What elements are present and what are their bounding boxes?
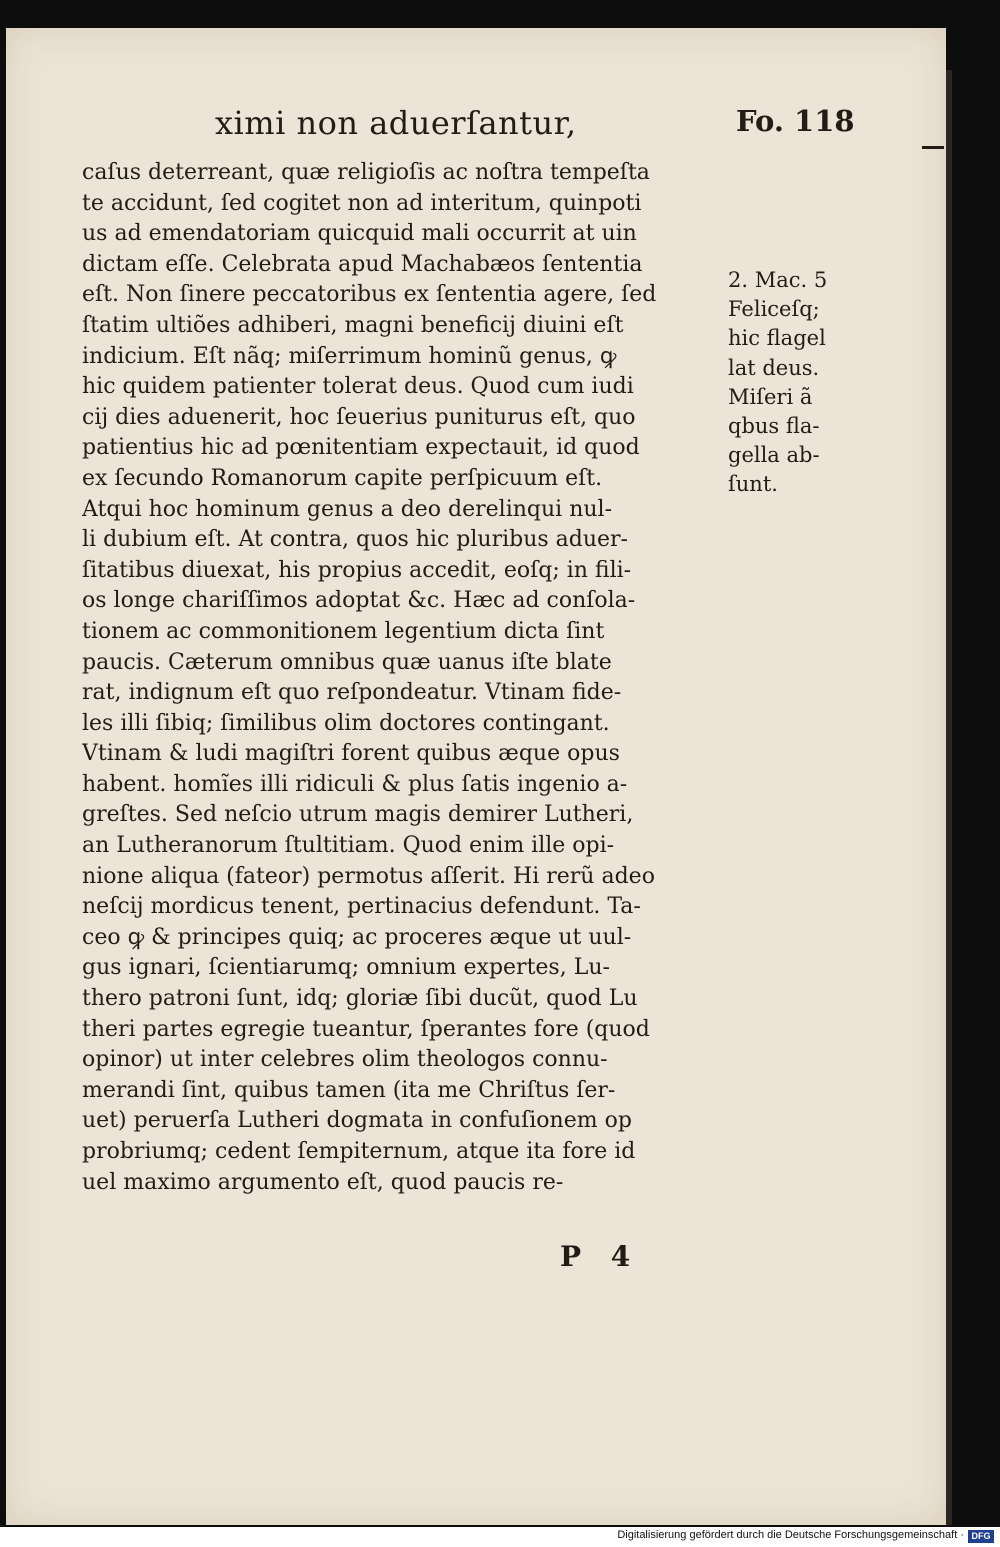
- text-line: nione aliqua (fateor) permotus aſſerit. Hi rerũ adeo: [82, 863, 655, 889]
- text-line: tionem ac commonitionem legentium dicta ſint: [82, 618, 605, 644]
- text-line: rat, indignum eſt quo reſpondeatur. Vtinam fide-: [82, 680, 622, 706]
- text-line: us ad emendatoriam quicquid mali occurrit at uin: [82, 221, 637, 247]
- dfg-logo-icon: DFG: [968, 1530, 994, 1543]
- text-line: gus ignari, ſcientiarumq; omnium expertes, Lu-: [82, 955, 610, 981]
- text-line: greſtes. Sed neſcio utrum magis demirer Lutheri,: [82, 802, 634, 828]
- text-line: eſt. Non ſinere peccatoribus ex ſententia agere, ſed: [82, 282, 657, 308]
- margin-note-line: qbus fla-: [728, 413, 820, 438]
- text-line: paucis. Cæterum omnibus quæ uanus iſte blate: [82, 649, 612, 675]
- margin-notes: [728, 266, 858, 500]
- funding-credit: Digitalisierung gefördert durch die Deutsche Forschungsgemeinschaft ·: [617, 1529, 964, 1541]
- text-line: Atqui hoc hominum genus a deo derelinqui nul-: [82, 496, 612, 522]
- text-line: theri partes egregie tueantur, ſperantes fore (quod: [82, 1016, 650, 1042]
- text-line: dictam eſſe. Celebrata apud Machabæos ſententia: [82, 251, 643, 277]
- margin-note-line: Feliceſq;: [728, 297, 820, 322]
- edge-tick-mark: [922, 146, 944, 149]
- text-line: opinor) ut inter celebres olim theologos connu-: [82, 1047, 608, 1073]
- margin-note-line: 2. Mac. 5: [728, 268, 828, 292]
- text-line: te accidunt, ſed cogitet non ad interitum, quinpoti: [82, 190, 642, 216]
- page-edge: [946, 70, 952, 1525]
- text-line: patientius hic ad pœnitentiam expectauit, id quod: [82, 435, 640, 461]
- text-line: Vtinam & ludi magiſtri forent quibus æque opus: [82, 741, 620, 767]
- running-head: ximi non aduerſantur,: [215, 104, 577, 142]
- credit-bar: [0, 1527, 1000, 1547]
- text-line: os longe chariſſimos adoptat &c. Hæc ad conſola-: [82, 588, 636, 614]
- text-line: hic quidem patienter tolerat deus. Quod cum iudi: [82, 374, 634, 400]
- main-text-block: [82, 158, 718, 1198]
- text-line: neſcij mordicus tenent, pertinacius defendunt. Ta-: [82, 894, 641, 920]
- text-line: ex ſecundo Romanorum capite perſpicuum eſt.: [82, 465, 603, 491]
- text-line: caſus deterreant, quæ religioſis ac noſtra tempeſta: [82, 160, 650, 185]
- text-line: li dubium eſt. At contra, quos hic pluribus aduer-: [82, 527, 628, 553]
- text-line: ſitatibus diuexat, his propius accedit, eoſq; in fili-: [82, 557, 632, 583]
- text-line: an Lutheranorum ſtultitiam. Quod enim ille opi-: [82, 833, 615, 859]
- margin-note-line: ſunt.: [728, 472, 778, 497]
- signature-mark: P 4: [560, 1240, 641, 1273]
- text-line: les illi ſibiq; ſimilibus olim doctores contingant.: [82, 710, 610, 736]
- text-line: probriumq; cedent ſempiternum, atque ita fore id: [82, 1139, 636, 1164]
- text-line: ceo ꝙ & principes quiq; ac proceres æque ut uul-: [82, 924, 632, 950]
- margin-note-line: lat deus.: [728, 355, 820, 380]
- text-line: indicium. Eſt nãq; miſerrimum hominũ genus, ꝙ: [82, 343, 617, 369]
- folio-number: Fo. 118: [736, 104, 855, 138]
- text-line: uel maximo argumento eſt, quod paucis re-: [82, 1169, 564, 1195]
- text-line: cij dies aduenerit, hoc ſeuerius puniturus eſt, quo: [82, 404, 636, 430]
- text-line: thero patroni ſunt, idq; gloriæ ſibi ducũt, quod Lu: [82, 986, 638, 1012]
- margin-note-line: hic flagel: [728, 326, 826, 351]
- margin-note-line: Miſeri ã: [728, 384, 813, 409]
- margin-note-line: gella ab-: [728, 443, 820, 468]
- text-line: ſtatim ultiões adhiberi, magni beneficij diuini eſt: [82, 312, 624, 338]
- text-line: merandi ſint, quibus tamen (ita me Chriſtus ſer-: [82, 1077, 616, 1103]
- text-line: uet) peruerſa Lutheri dogmata in confuſionem op: [82, 1108, 632, 1134]
- text-line: habent. homĩes illi ridiculi & plus ſatis ingenio a-: [82, 771, 628, 797]
